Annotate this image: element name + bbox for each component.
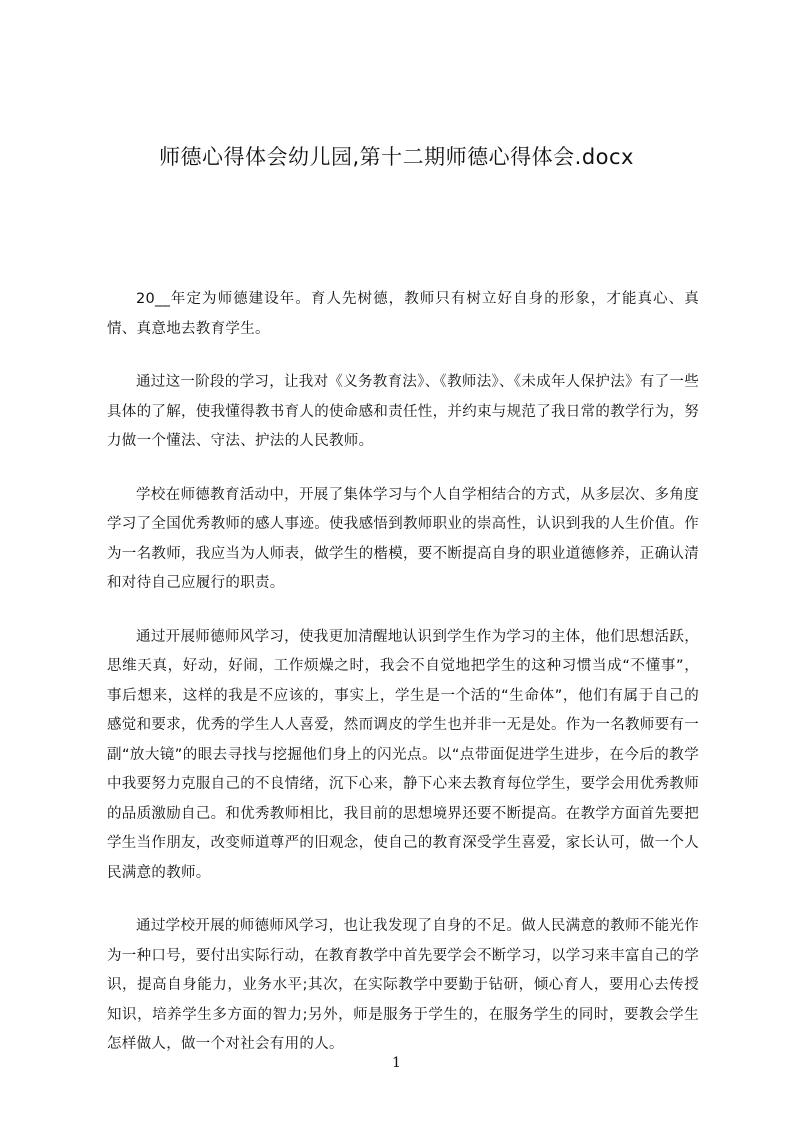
paragraph-2: 通过这一阶段的学习，让我对《义务教育法》、《教师法》、《未成年人保护法》有了一些具体的了解，使我懂得教书育人的使命感和责任性，并约束与规范了我日常的教学行为，努力做一个懂法、守法、护法的人民教师。 [107,374,699,449]
document-body [107,285,699,1084]
paragraph-1: 20__年定为师德建设年。育人先树德，教师只有树立好自身的形象，才能真心、真情、真意地去教育学生。 [107,291,699,337]
paragraph-5: 通过学校开展的师德师风学习，也让我发现了自身的不足。做人民满意的教师不能光作为一种口号，要付出实际行动，在教育教学中首先要学会不断学习，以学习来丰富自己的学识，提高自身能力，业务水平;其次，在实际教学中要勤于钻研，倾心育人，要用心去传授知识，培养学生多方面的智力;另外，师是服务于学生的，在服务学生的同时，要教会学生怎样做人，做一个对社会有用的人。 [107,918,699,1052]
page-number: 1 [392,1055,401,1071]
paragraph-3: 学校在师德教育活动中，开展了集体学习与个人自学相结合的方式，从多层次、多角度学习了全国优秀教师的感人事迹。使我感悟到教师职业的崇高性，认识到我的人生价值。作为一名教师，我应当为人师表，做学生的楷模，要不断提高自身的职业道德修养，正确认清和对待自己应履行的职责。 [107,486,699,591]
paragraph-4: 通过开展师德师风学习，使我更加清醒地认识到学生作为学习的主体，他们思想活跃，思维天真，好动，好闹，工作烦燥之时，我会不自觉地把学生的这种习惯当成“不懂事”，事后想来，这样的我是不应该的，事实上，学生是一个活的“生命体”，他们有属于自己的感觉和要求，优秀的学生人人喜爱，然而调皮的学生也并非一无是处。作为一名教师要有一副“放大镜”的眼去寻找与挖掘他们身上的闪光点。以“点带面促进学生进步，在今后的教学中我要努力克服自己的不良情绪，沉下心来，静下心来去教育每位学生，要学会用优秀教师的品质激励自己。和优秀教师相比，我目前的思想境界还要不断提高。在教学方面首先要把学生当作朋友，改变师道尊严的旧观念，使自己的教育深受学生喜爱，家长认可，做一个人民满意的教师。 [107,628,699,881]
document-title: 师德心得体会幼儿园,第十二期师德心得体会.docx [158,145,634,169]
